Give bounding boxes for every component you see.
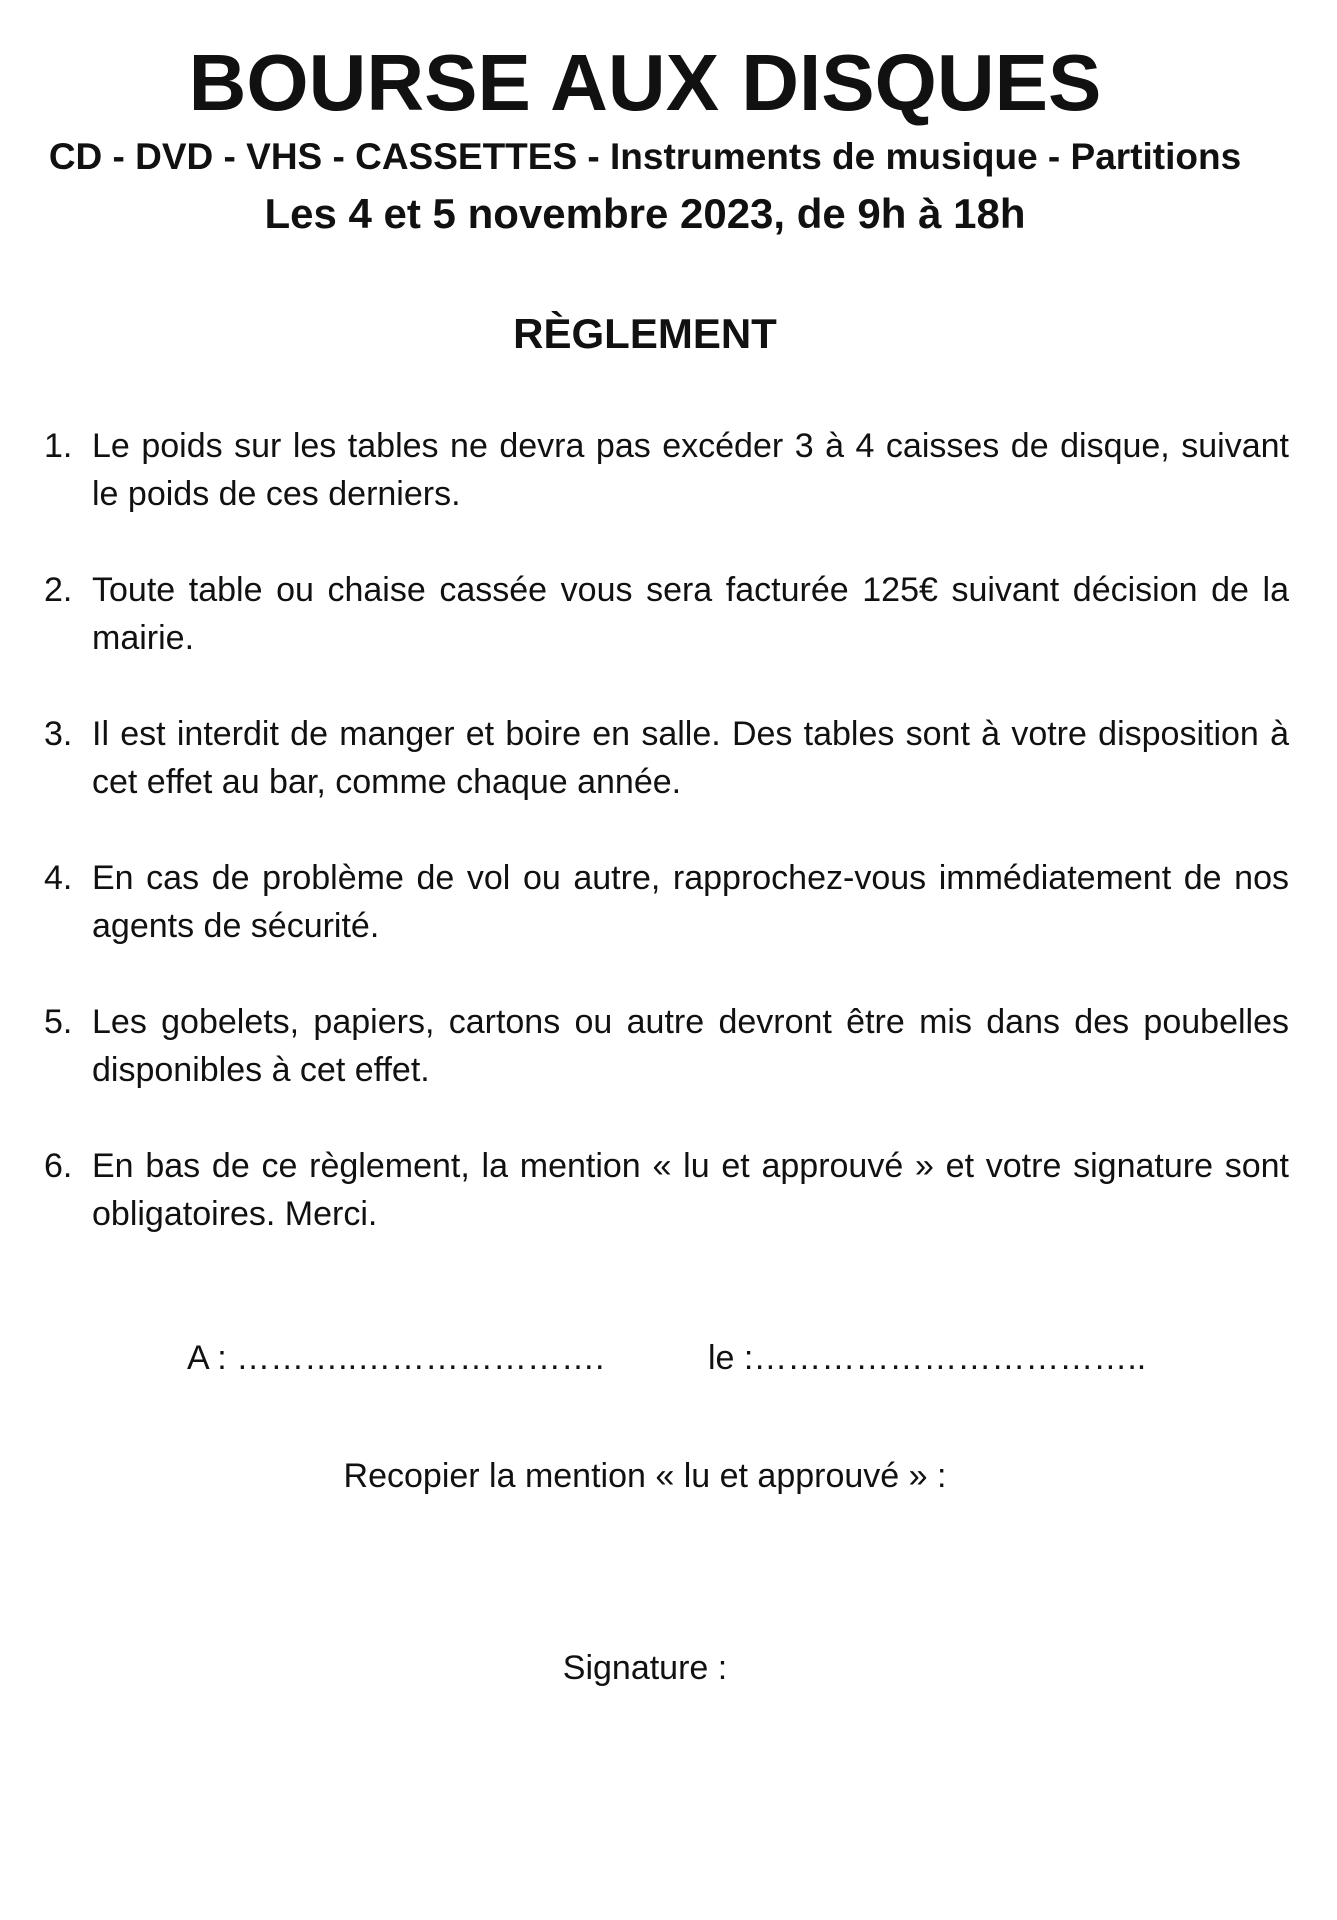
- rule-item: [44, 854, 1289, 950]
- rule-number: 2.: [44, 571, 73, 609]
- rule-text: Il est interdit de manger et boire en salle. Des tables sont à votre disposition à cet effet au bar, comme chaque année.: [92, 715, 1289, 801]
- rule-number: 1.: [44, 427, 73, 465]
- rule-item: [44, 1142, 1289, 1238]
- rule-text: Le poids sur les tables ne devra pas excéder 3 à 4 caisses de disque, suivant le poids de ces derniers.: [92, 427, 1289, 513]
- rule-number: 3.: [44, 715, 73, 753]
- rule-item: [44, 566, 1289, 662]
- mention-writing-area[interactable]: [320, 1510, 970, 1620]
- rule-number: 6.: [44, 1147, 73, 1185]
- rule-number: 4.: [44, 859, 73, 897]
- signature-label: Signature :: [562, 1649, 728, 1687]
- date-field[interactable]: le :……………………………..: [708, 1339, 1147, 1377]
- rule-text: En bas de ce règlement, la mention « lu et approuvé » et votre signature sont obligatoires. Merci.: [92, 1147, 1289, 1233]
- rule-item: [44, 998, 1289, 1094]
- rules-heading: RÈGLEMENT: [513, 310, 777, 357]
- event-dates: Les 4 et 5 novembre 2023, de 9h à 18h: [264, 190, 1026, 237]
- document-subtitle: CD - DVD - VHS - CASSETTES - Instruments de musique - Partitions: [48, 136, 1242, 177]
- rule-number: 5.: [44, 1003, 73, 1041]
- rule-item: [44, 710, 1289, 806]
- rule-text: En cas de problème de vol ou autre, rapprochez-vous immédiatement de nos agents de sécurité.: [92, 859, 1289, 945]
- mention-label: Recopier la mention « lu et approuvé » :: [343, 1457, 947, 1495]
- place-field[interactable]: A : ………..………………….: [187, 1339, 605, 1377]
- document-title: BOURSE AUX DISQUES: [188, 38, 1102, 127]
- place-date-fields: [0, 1334, 1337, 1384]
- rule-item: [44, 422, 1289, 518]
- rules-list: [44, 422, 1289, 1286]
- signature-area[interactable]: [420, 1700, 870, 1850]
- rule-text: Toute table ou chaise cassée vous sera facturée 125€ suivant décision de la mairie.: [92, 571, 1289, 657]
- rule-text: Les gobelets, papiers, cartons ou autre devront être mis dans des poubelles disponibles à cet effet.: [92, 1003, 1289, 1089]
